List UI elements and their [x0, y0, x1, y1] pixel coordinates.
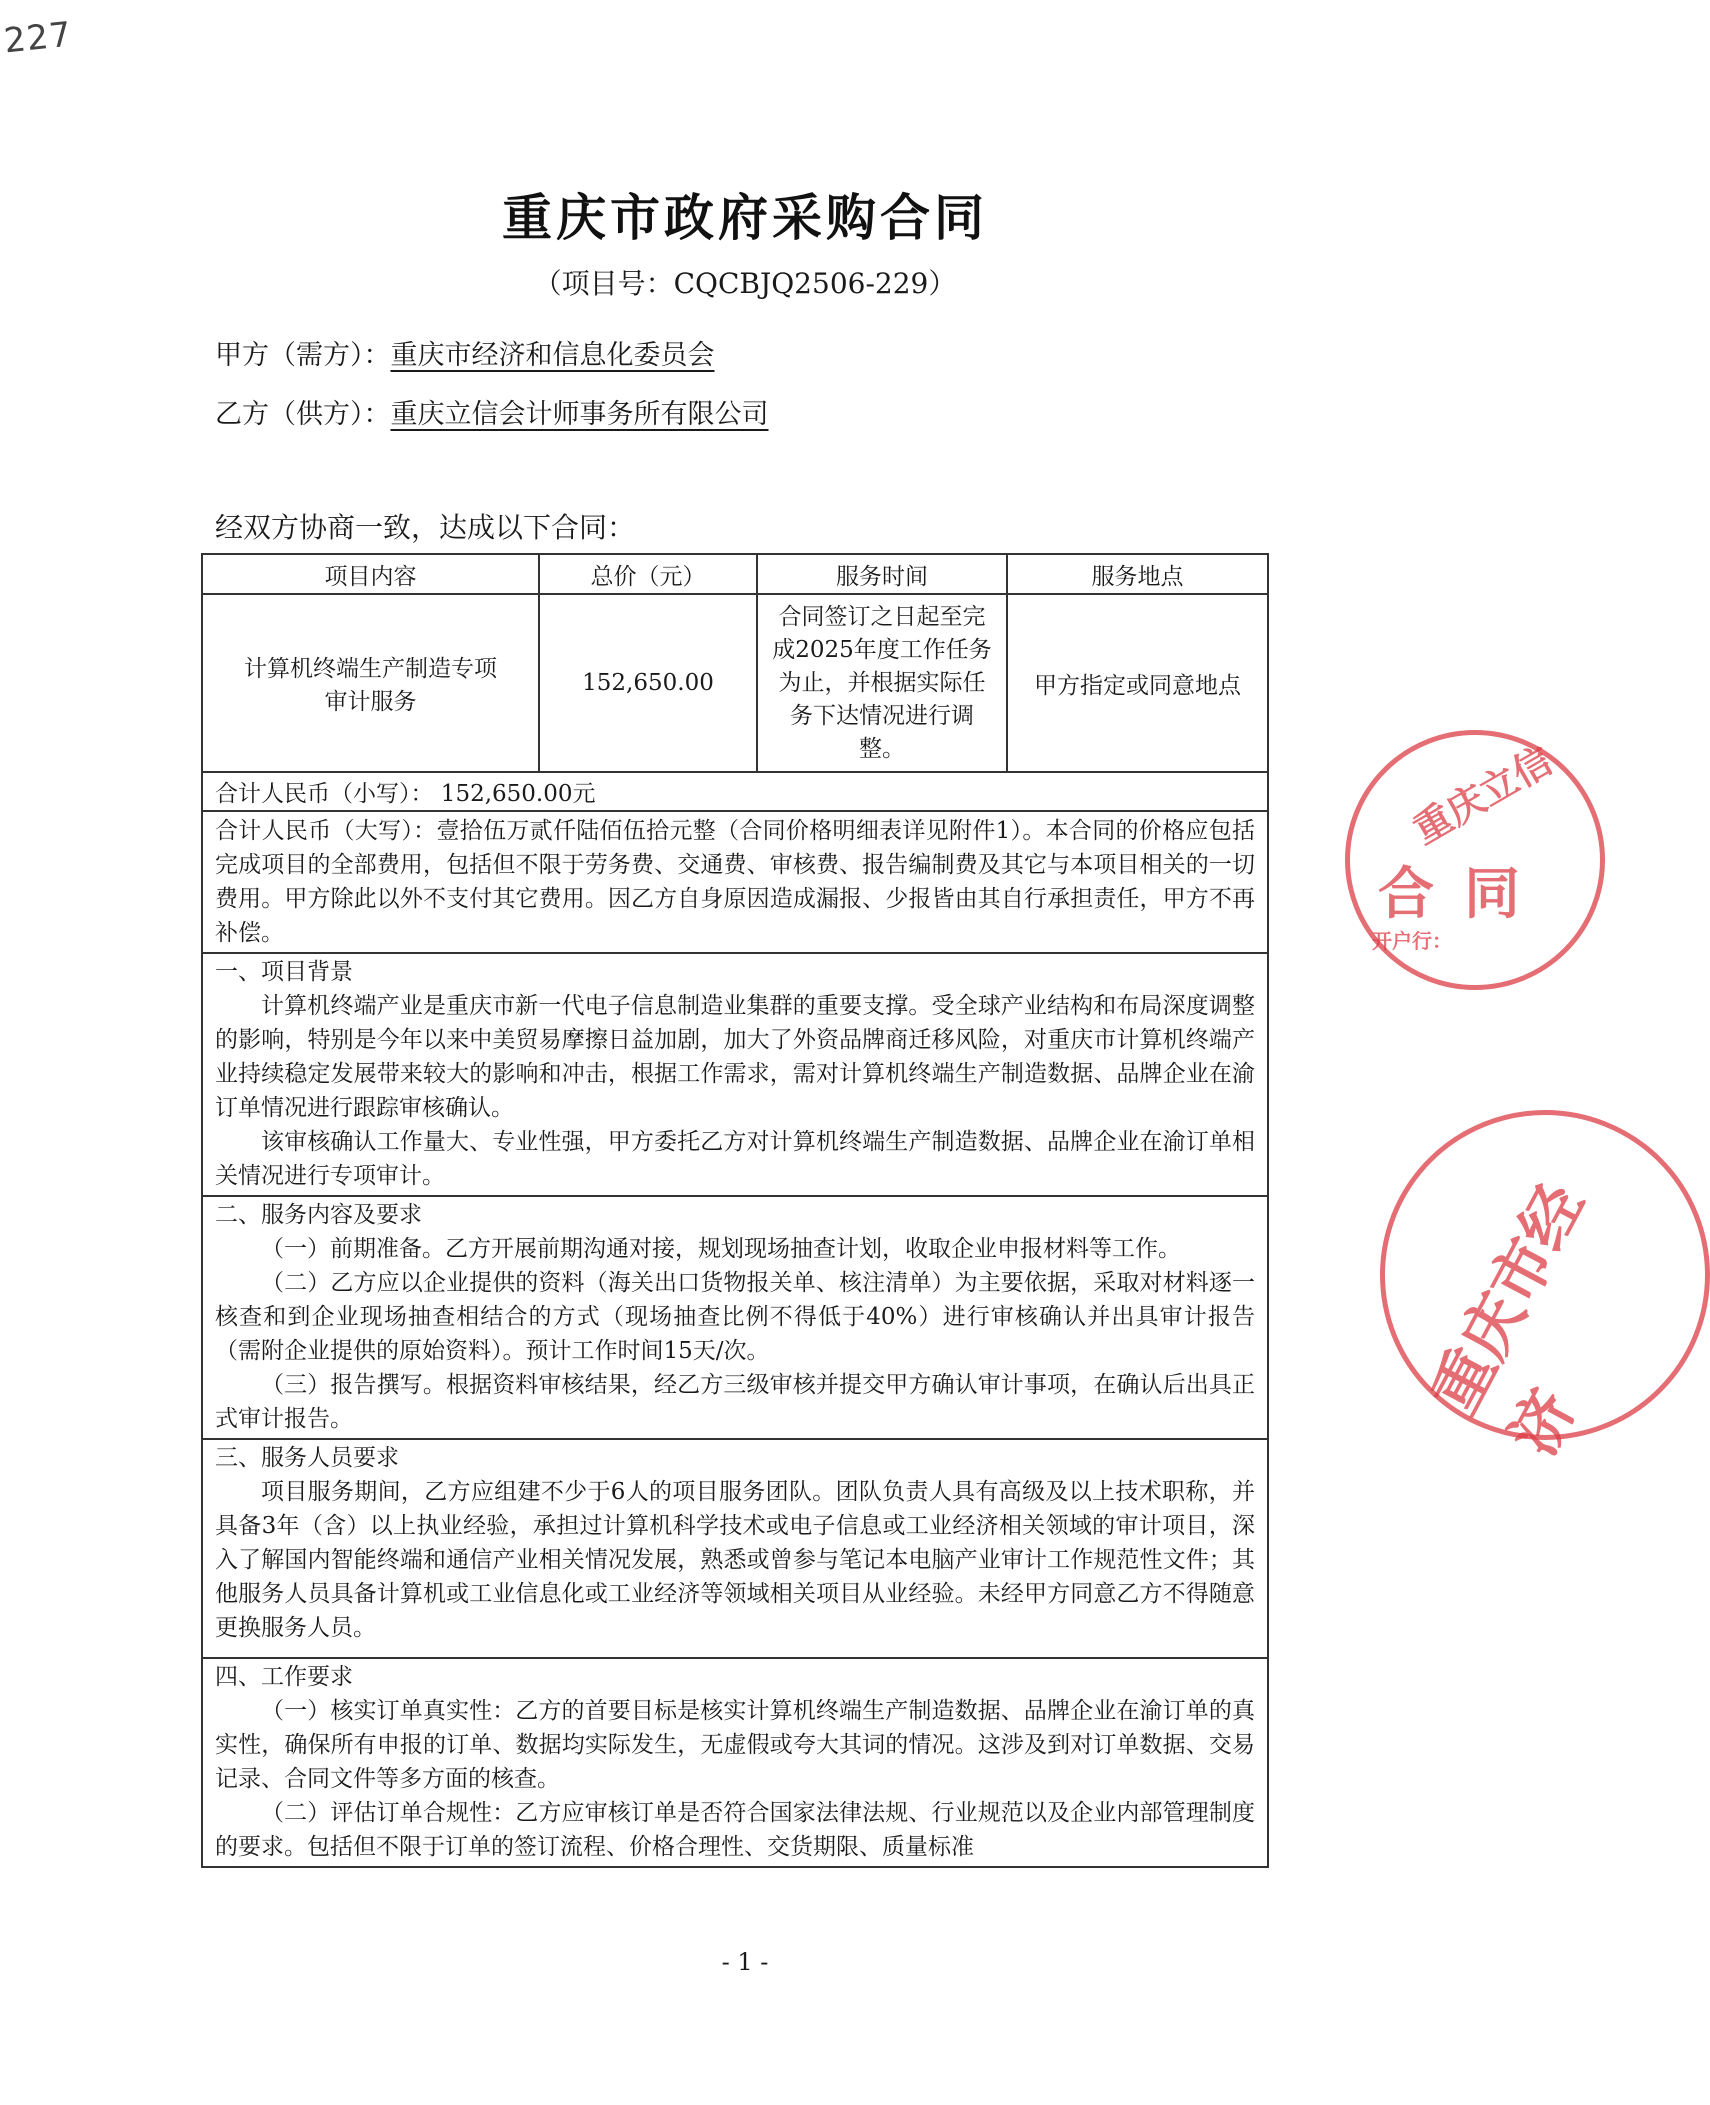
section-title: 三、服务人员要求	[215, 1445, 399, 1471]
cell-item: 计算机终端生产制造专项审计服务	[202, 594, 539, 772]
document-title: 重庆市政府采购合同	[502, 189, 988, 247]
section-title: 一、项目背景	[215, 959, 353, 985]
header-time: 服务时间	[757, 554, 1007, 594]
seal-text: 开户行：	[1372, 929, 1452, 953]
agreement-intro: 经双方协商一致，达成以下合同：	[215, 511, 636, 544]
section-title: 二、服务内容及要求	[215, 1202, 422, 1228]
cell-place: 甲方指定或同意地点	[1007, 594, 1268, 772]
page-number: - 1 -	[721, 1948, 769, 1976]
header-item: 项目内容	[202, 554, 539, 594]
cell-time: 合同签订之日起至完成2025年度工作任务为止，并根据实际任务下达情况进行调整。	[757, 594, 1007, 772]
government-seal	[1380, 1110, 1710, 1467]
header-place: 服务地点	[1007, 554, 1268, 594]
party-a-label: 甲方（需方）：	[215, 340, 391, 371]
seal-text: 重庆立信	[1405, 738, 1560, 853]
section-paragraph: 计算机终端产业是重庆市新一代电子信息制造业集群的重要支撑。受全球产业结构和布局深度调整的影响，特别是今年以来中美贸易摩擦日益加剧，加大了外资品牌商迁移风险，对重庆市计算机终端产业持续稳定发展带来较大的影响和冲击，根据工作需求，需对计算机终端生产制造数据、品牌企业在渝订单情况进行跟踪审核确认。	[215, 993, 1255, 1121]
party-a	[215, 333, 785, 372]
handwritten-page-note: 227	[2, 14, 74, 62]
total-large-row	[202, 811, 1268, 953]
section-work-requirements	[202, 1658, 1268, 1867]
section-paragraph: 项目服务期间，乙方应组建不少于6人的项目服务团队。团队负责人具有高级及以上技术职称，并具备3年（含）以上执业经验，承担过计算机科学技术或电子信息或工业经济相关领域的审计项目，深入了解国内智能终端和通信产业相关情况发展，熟悉或曾参与笔记本电脑产业审计工作规范性文件；其他服务人员具备计算机或工业信息化或工业经济等领域相关项目从业经验。未经甲方同意乙方不得随意更换服务人员。	[215, 1479, 1255, 1641]
total-small: 合计人民币（小写）： 152,650.00元	[202, 772, 1268, 811]
party-b-label: 乙方（供方）：	[215, 399, 391, 430]
section-background	[202, 953, 1268, 1196]
cell-price: 152,650.00	[539, 594, 757, 772]
party-a-name: 重庆市经济和信息化委员会	[390, 340, 715, 371]
total-large: 合计人民币（大写）：壹拾伍万贰仟陆佰伍拾元整（合同价格明细表详见附件1）。本合同的价格应包括完成项目的全部费用，包括但不限于劳务费、交通费、审核费、报告编制费及其它与本项目相关的一切费用。甲方除此以外不支付其它费用。因乙方自身原因造成漏报、少报皆由其自行承担责任，甲方不再补偿。	[202, 811, 1268, 953]
section-paragraph: （一）核实订单真实性：乙方的首要目标是核实计算机终端生产制造数据、品牌企业在渝订单的真实性，确保所有申报的订单、数据均实际发生，无虚假或夸大其词的情况。这涉及到对订单数据、交易记录、合同文件等多方面的核查。	[215, 1698, 1255, 1792]
party-b-name: 重庆立信会计师事务所有限公司	[390, 399, 769, 430]
section-paragraph: （二）评估订单合规性：乙方应审核订单是否符合国家法律法规、行业规范以及企业内部管理制度的要求。包括但不限于订单的签订流程、价格合理性、交货期限、质量标准	[215, 1800, 1255, 1860]
section-paragraph: （一）前期准备。乙方开展前期沟通对接，规划现场抽查计划，收取企业申报材料等工作。	[261, 1236, 1181, 1262]
header-price: 总价（元）	[539, 554, 757, 594]
section-paragraph: （二）乙方应以企业提供的资料（海关出口货物报关单、核注清单）为主要依据，采取对材料逐一核查和到企业现场抽查相结合的方式（现场抽查比例不得低于40%）进行审核确认并出具审计报告（需附企业提供的原始资料）。预计工作时间15天/次。	[215, 1270, 1255, 1364]
seal-text: 合同	[1378, 862, 1550, 927]
section-service-content	[202, 1196, 1268, 1439]
section-paragraph: （三）报告撰写。根据资料审核结果，经乙方三级审核并提交甲方确认审计事项，在确认后出具正式审计报告。	[215, 1372, 1255, 1432]
total-small-row	[202, 772, 1268, 811]
seal-text: 重庆市经济	[1417, 1171, 1599, 1467]
party-b	[215, 392, 839, 431]
table-header-row	[202, 554, 1268, 594]
section-staff-requirements	[202, 1439, 1268, 1658]
table-row	[202, 594, 1268, 772]
section-paragraph: 该审核确认工作量大、专业性强，甲方委托乙方对计算机终端生产制造数据、品牌企业在渝订单相关情况进行专项审计。	[215, 1129, 1255, 1189]
project-number: （项目号：CQCBJQ2506-229）	[533, 267, 957, 300]
contract-table	[201, 553, 1269, 1868]
company-seal	[1345, 730, 1605, 990]
section-title: 四、工作要求	[215, 1664, 353, 1690]
